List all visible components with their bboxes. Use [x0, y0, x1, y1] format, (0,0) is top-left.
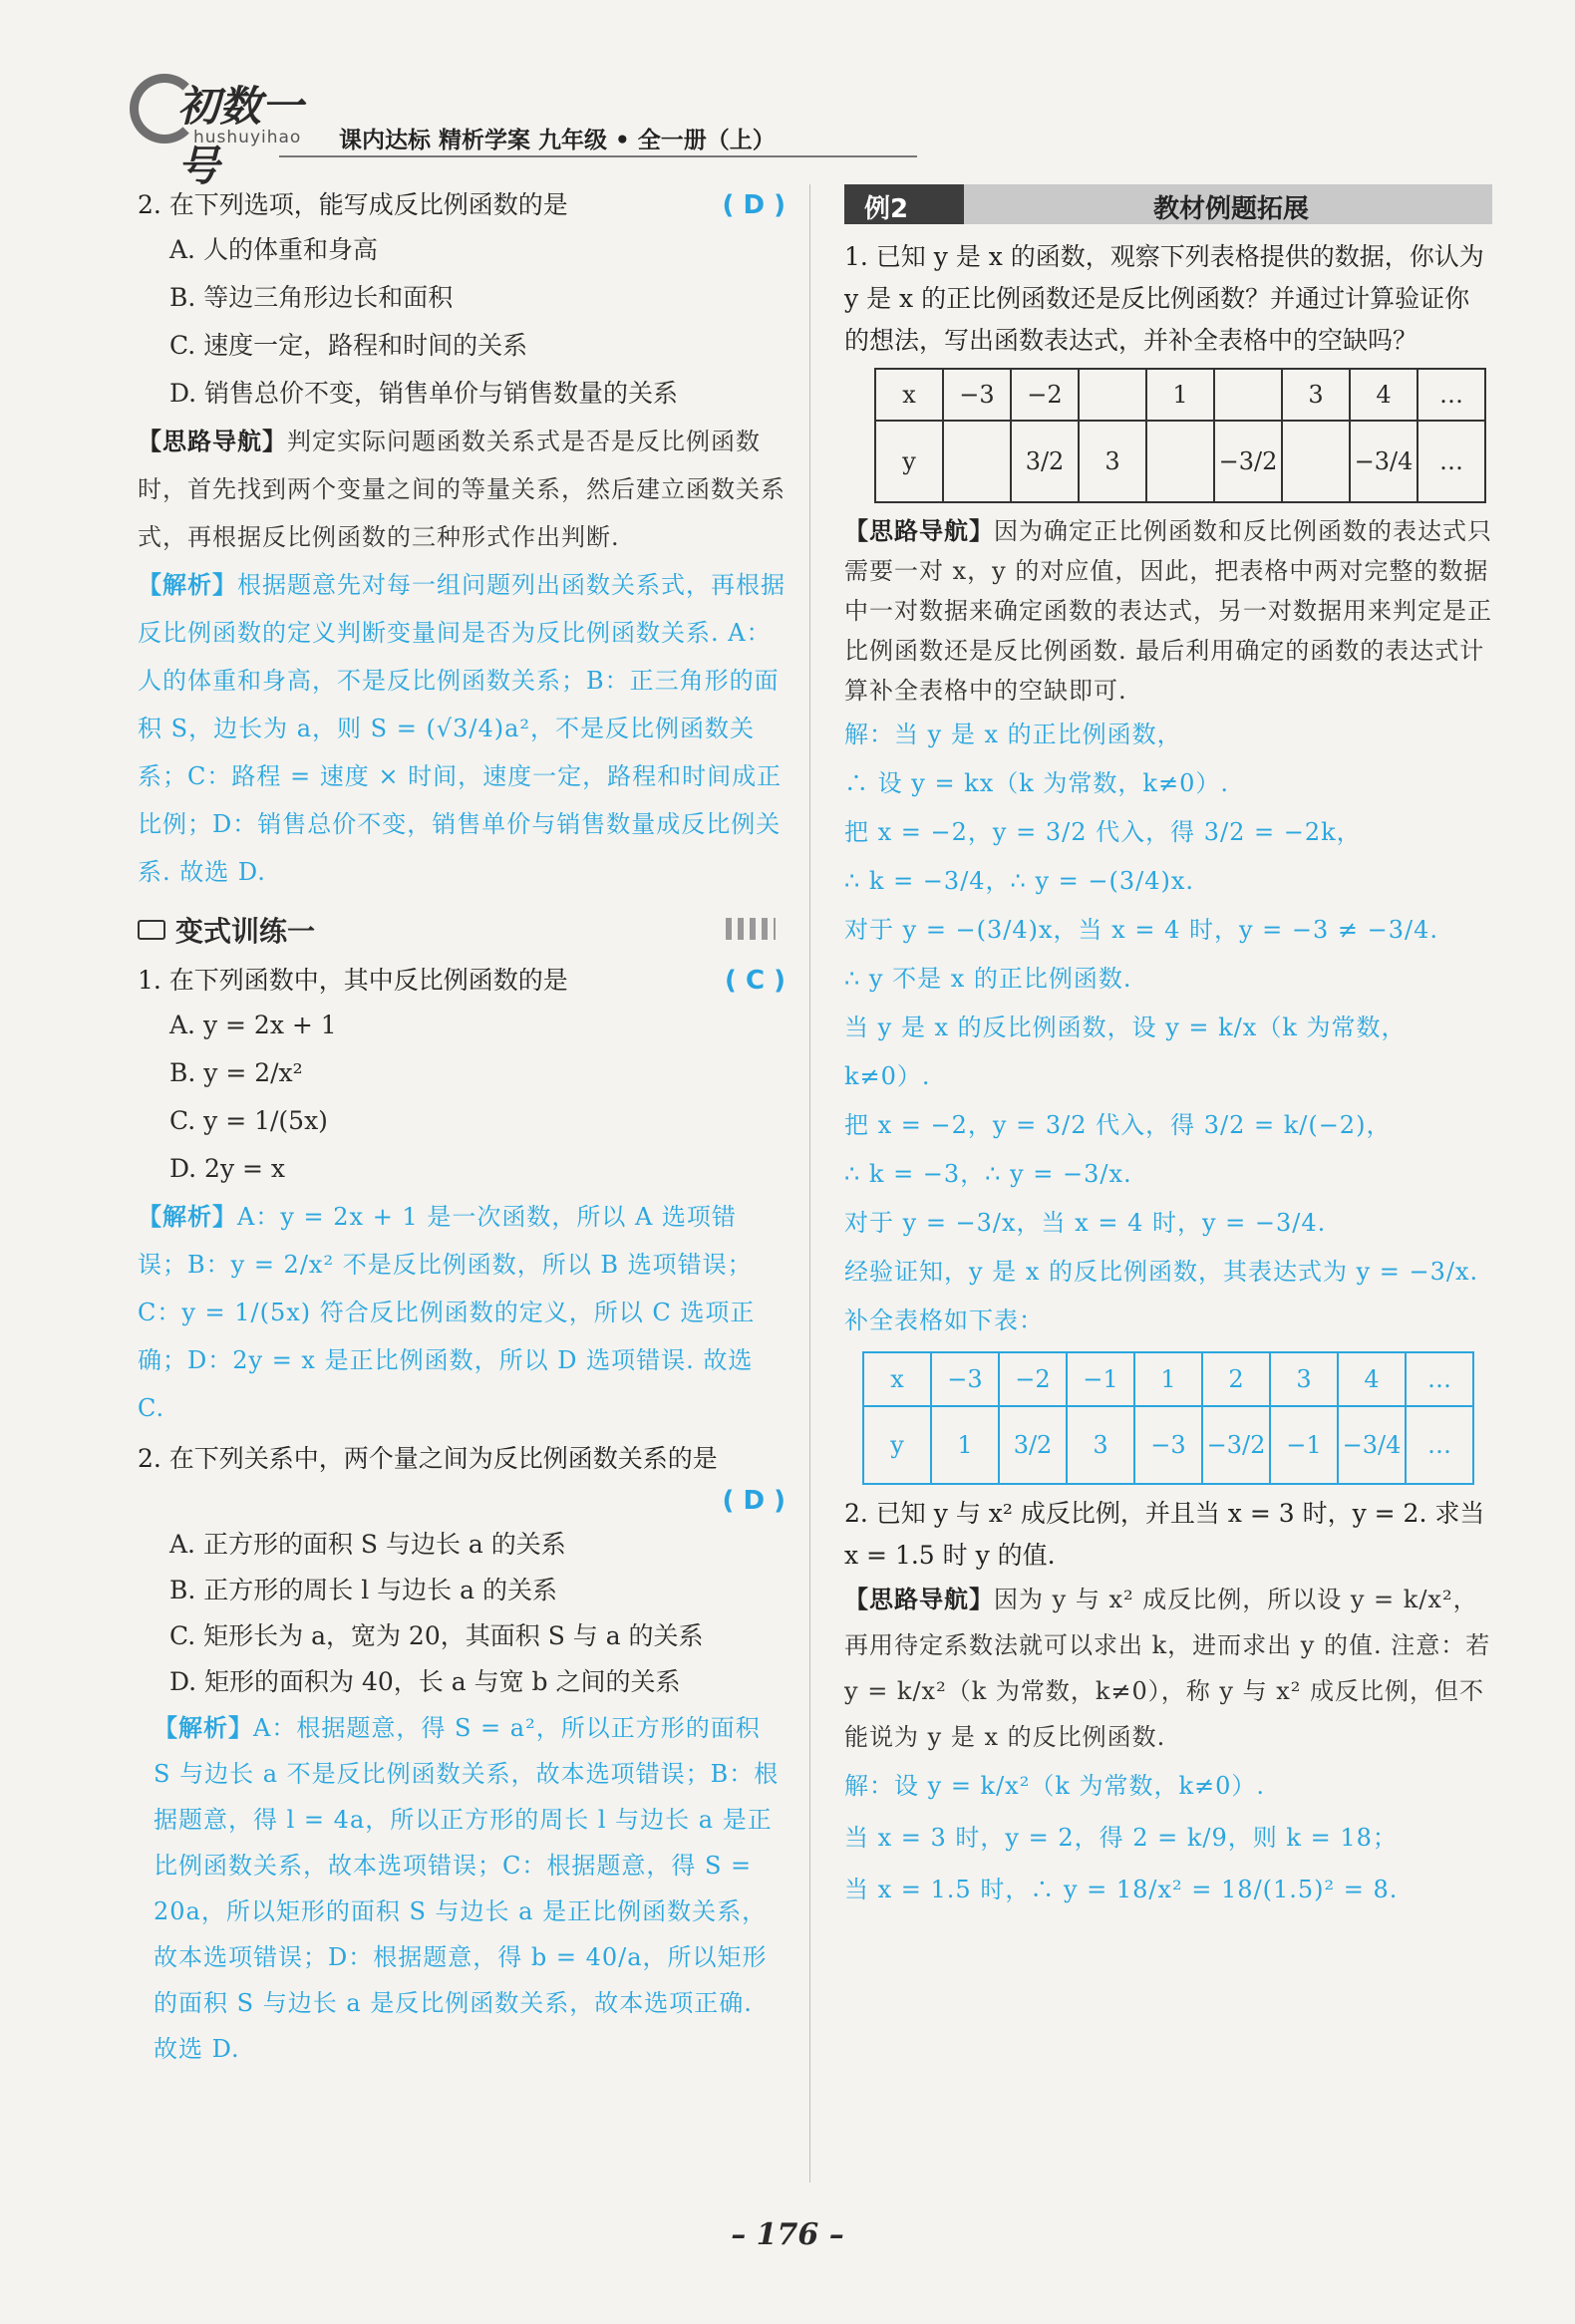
table-row	[875, 369, 1485, 421]
guide-text: 因为 y 与 x² 成反比例，所以设 y = k/x²，再用待定系数法就可以求出 k，进而求出 y 的值. 注意：若 y = k/x²（k 为常数，k≠0），称 y 与 x² 成反比例，但不能说为 y 是 x 的反比例函数.	[844, 1586, 1491, 1751]
table-cell: 3	[1067, 1406, 1134, 1484]
thinking-guide	[138, 418, 786, 561]
stem-text: 2. 在下列选项，能写成反比例函数的是	[138, 190, 568, 219]
table-cell: −3	[943, 369, 1011, 421]
solution-line: 解：设 y = k/x²（k 为常数，k≠0）.	[844, 1772, 1266, 1800]
table-cell: 3/2	[1011, 421, 1079, 502]
option: A. 正方形的面积 S 与边长 a 的关系	[169, 1530, 566, 1559]
solution	[844, 711, 1492, 1345]
table-cell: 1	[1146, 369, 1214, 421]
question-stem	[138, 960, 786, 1002]
table-cell: y	[863, 1406, 931, 1484]
option: D. 销售总价不变，销售单价与销售数量的关系	[169, 379, 679, 408]
table-cell: −2	[1011, 369, 1079, 421]
table-cell: 3	[1282, 369, 1350, 421]
table-cell: −3	[1134, 1406, 1202, 1484]
guide-text: 因为确定正比例函数和反比例函数的表达式只需要一对 x，y 的对应值，因此，把表格中两对完整的数据中一对数据来确定函数的表达式，另一对数据用来判定是正比例函数还是反比例函数. 最后利用确定的函数的表达式计算补全表格中的空缺即可.	[844, 517, 1492, 705]
table-cell: x	[875, 369, 943, 421]
header-rule	[279, 155, 917, 157]
table-cell: 3	[1270, 1352, 1338, 1406]
table-cell: −3/4	[1338, 1406, 1406, 1484]
table-cell	[943, 421, 1011, 502]
table-cell: 4	[1350, 369, 1418, 421]
solution-label: 【解析】	[138, 1202, 237, 1231]
column-divider	[809, 184, 810, 2182]
example-label: 例2	[864, 194, 909, 224]
table-cell: −3/4	[1350, 421, 1418, 502]
guide-text: 判定实际问题函数关系式是否是反比例函数时，首先找到两个变量之间的等量关系，然后建立函数关系式，再根据反比例函数的三种形式作出判断.	[138, 428, 786, 551]
section-title: 变式训练一	[175, 915, 316, 948]
answer-badge: ( D )	[722, 1486, 786, 1516]
table-cell	[1214, 369, 1282, 421]
right-column	[844, 184, 1492, 1915]
solution-line: 经验证知，y 是 x 的反比例函数，其表达式为 y = −3/x.	[844, 1258, 1479, 1286]
option: B. 正方形的周长 l 与边长 a 的关系	[169, 1576, 557, 1604]
solution-line: 当 y 是 x 的反比例函数，设 y = k/x（k 为常数，k≠0）.	[844, 1014, 1407, 1090]
solution-line: 补全表格如下表：	[844, 1307, 1044, 1334]
logo	[130, 60, 339, 190]
question-stem	[138, 184, 786, 226]
table-cell: 2	[1202, 1352, 1270, 1406]
solution-line: 把 x = −2，y = 3/2 代入，得 3/2 = k/(−2)，	[844, 1111, 1392, 1139]
table-cell: 4	[1338, 1352, 1406, 1406]
answer-badge: ( C )	[725, 966, 786, 996]
pencil-icon	[138, 920, 165, 940]
answer-badge: ( D )	[722, 190, 786, 220]
table-row	[863, 1352, 1473, 1406]
guide-label: 【思路导航】	[138, 427, 287, 455]
table-cell: −1	[1270, 1406, 1338, 1484]
solution-label: 【解析】	[138, 570, 237, 599]
left-column	[138, 184, 786, 2072]
table-cell: −3/2	[1214, 421, 1282, 502]
option: A. y = 2x + 1	[169, 1011, 337, 1039]
option: C. 速度一定，路程和时间的关系	[169, 331, 528, 360]
question-stem: 2. 已知 y 与 x² 成反比例，并且当 x = 3 时，y = 2. 求当 x = 1.5 时 y 的值.	[844, 1499, 1485, 1570]
solution-line: 解：当 y 是 x 的正比例函数，	[844, 721, 1182, 748]
completed-table	[862, 1351, 1474, 1485]
table-row	[863, 1406, 1473, 1484]
logo-subtitle: hushuyihao	[193, 128, 302, 147]
table-cell: 3/2	[999, 1406, 1067, 1484]
section-header	[138, 910, 786, 950]
example-title: 教材例题拓展	[1153, 194, 1310, 224]
solution	[138, 561, 786, 896]
table-cell: …	[1406, 1406, 1473, 1484]
guide-label: 【思路导航】	[844, 1585, 994, 1613]
table-cell: y	[875, 421, 943, 502]
table-cell: …	[1406, 1352, 1473, 1406]
guide-label: 【思路导航】	[844, 516, 994, 545]
options-grid	[138, 1002, 786, 1193]
solution-line: 对于 y = −(3/4)x，当 x = 4 时，y = −3 ≠ −3/4.	[844, 916, 1439, 944]
table-row	[875, 421, 1485, 502]
table-cell	[1282, 421, 1350, 502]
option: B. 等边三角形边长和面积	[169, 283, 454, 312]
solution-text: A：y = 2x + 1 是一次函数，所以 A 选项错误；B：y = 2/x² 不是反比例函数，所以 B 选项错误；C：y = 1/(5x) 符合反比例函数的定义，所以 C 选项正确；D：2y = x 是正比例函数，所以 D 选项错误. 故选 C.	[138, 1203, 756, 1422]
table-cell	[1146, 421, 1214, 502]
solution-line: 当 x = 1.5 时，∴ y = 18/x² = 18/(1.5)² = 8.	[844, 1876, 1399, 1903]
table-cell: −1	[1067, 1352, 1134, 1406]
table-cell: −3/2	[1202, 1406, 1270, 1484]
option: B. y = 2/x²	[169, 1058, 303, 1087]
logo-title: 初数一号	[177, 82, 304, 190]
table-cell: 1	[931, 1406, 999, 1484]
table-cell: 3	[1079, 421, 1146, 502]
table-cell	[1079, 369, 1146, 421]
option: D. 2y = x	[169, 1154, 286, 1183]
solution	[138, 1193, 786, 1432]
solution-line: 对于 y = −3/x，当 x = 4 时，y = −3/4.	[844, 1209, 1327, 1237]
example-banner	[844, 184, 1492, 224]
thinking-guide	[844, 1577, 1492, 1760]
table-cell: 1	[1134, 1352, 1202, 1406]
solution	[138, 1705, 786, 2072]
option: D. 矩形的面积为 40，长 a 与宽 b 之间的关系	[169, 1667, 681, 1696]
book-subtitle: 课内达标 精析学案 九年级 • 全一册（上）	[339, 128, 776, 153]
thinking-guide	[844, 511, 1492, 711]
question-stem: 1. 已知 y 是 x 的函数，观察下列表格提供的数据，你认为 y 是 x 的正比例函数还是反比例函数？并通过计算验证你的想法，写出函数表达式，并补全表格中的空缺吗？	[844, 242, 1484, 355]
table-cell: −2	[999, 1352, 1067, 1406]
option: A. 人的体重和身高	[169, 235, 378, 264]
solution-line: ∴ y 不是 x 的正比例函数.	[844, 965, 1132, 993]
solution-text: A：根据题意，得 S = a²，所以正方形的面积 S 与边长 a 不是反比例函数关系，故本选项错误；B：根据题意，得 l = 4a，所以正方形的周长 l 与边长 a 是正比例函数关系，故本选项错误；C：根据题意，得 S = 20a，所以矩形的面积 S 与边长 a 是正比例函数关系，故本选项错误；D：根据题意，得 b = 40/a，所以矩形的面积 S 与边长 a 是反比例函数关系，故本选项正确. 故选 D.	[154, 1714, 780, 2063]
table-cell: …	[1418, 369, 1485, 421]
table-cell: …	[1418, 421, 1485, 502]
answer-row	[138, 1480, 786, 1522]
table-cell: −3	[931, 1352, 999, 1406]
option: C. y = 1/(5x)	[169, 1106, 328, 1135]
solution-line: ∴ 设 y = kx（k 为常数，k≠0）.	[844, 769, 1229, 797]
solution-line: 当 x = 3 时，y = 2，得 2 = k/9，则 k = 18；	[844, 1824, 1398, 1852]
table-cell: x	[863, 1352, 931, 1406]
option: C. 矩形长为 a，宽为 20，其面积 S 与 a 的关系	[169, 1621, 704, 1650]
solution-line: 把 x = −2，y = 3/2 代入，得 3/2 = −2k，	[844, 818, 1362, 846]
solution-label: 【解析】	[154, 1713, 253, 1742]
stem-text: 2. 在下列关系中，两个量之间为反比例函数关系的是	[138, 1444, 718, 1473]
solution-line: ∴ k = −3，∴ y = −3/x.	[844, 1160, 1132, 1188]
header	[130, 60, 807, 190]
solution	[844, 1760, 1492, 1915]
data-table	[874, 368, 1486, 503]
question-stem	[138, 1438, 786, 1480]
solution-line: ∴ k = −3/4，∴ y = −(3/4)x.	[844, 867, 1194, 895]
decor-bars-icon	[726, 918, 776, 940]
page-number: – 176 –	[731, 2217, 844, 2252]
solution-text: 根据题意先对每一组问题列出函数关系式，再根据反比例函数的定义判断变量间是否为反比例函数关系. A：人的体重和身高，不是反比例函数关系；B：正三角形的面积 S，边长为 a，则 S = (√3/4)a²，不是反比例函数关系；C：路程 = 速度 × 时间，速度一定，路程和时间成正比例；D：销售总价不变，销售单价与销售数量成反比例关系. 故选 D.	[138, 571, 786, 886]
stem-text: 1. 在下列函数中，其中反比例函数的是	[138, 966, 568, 995]
